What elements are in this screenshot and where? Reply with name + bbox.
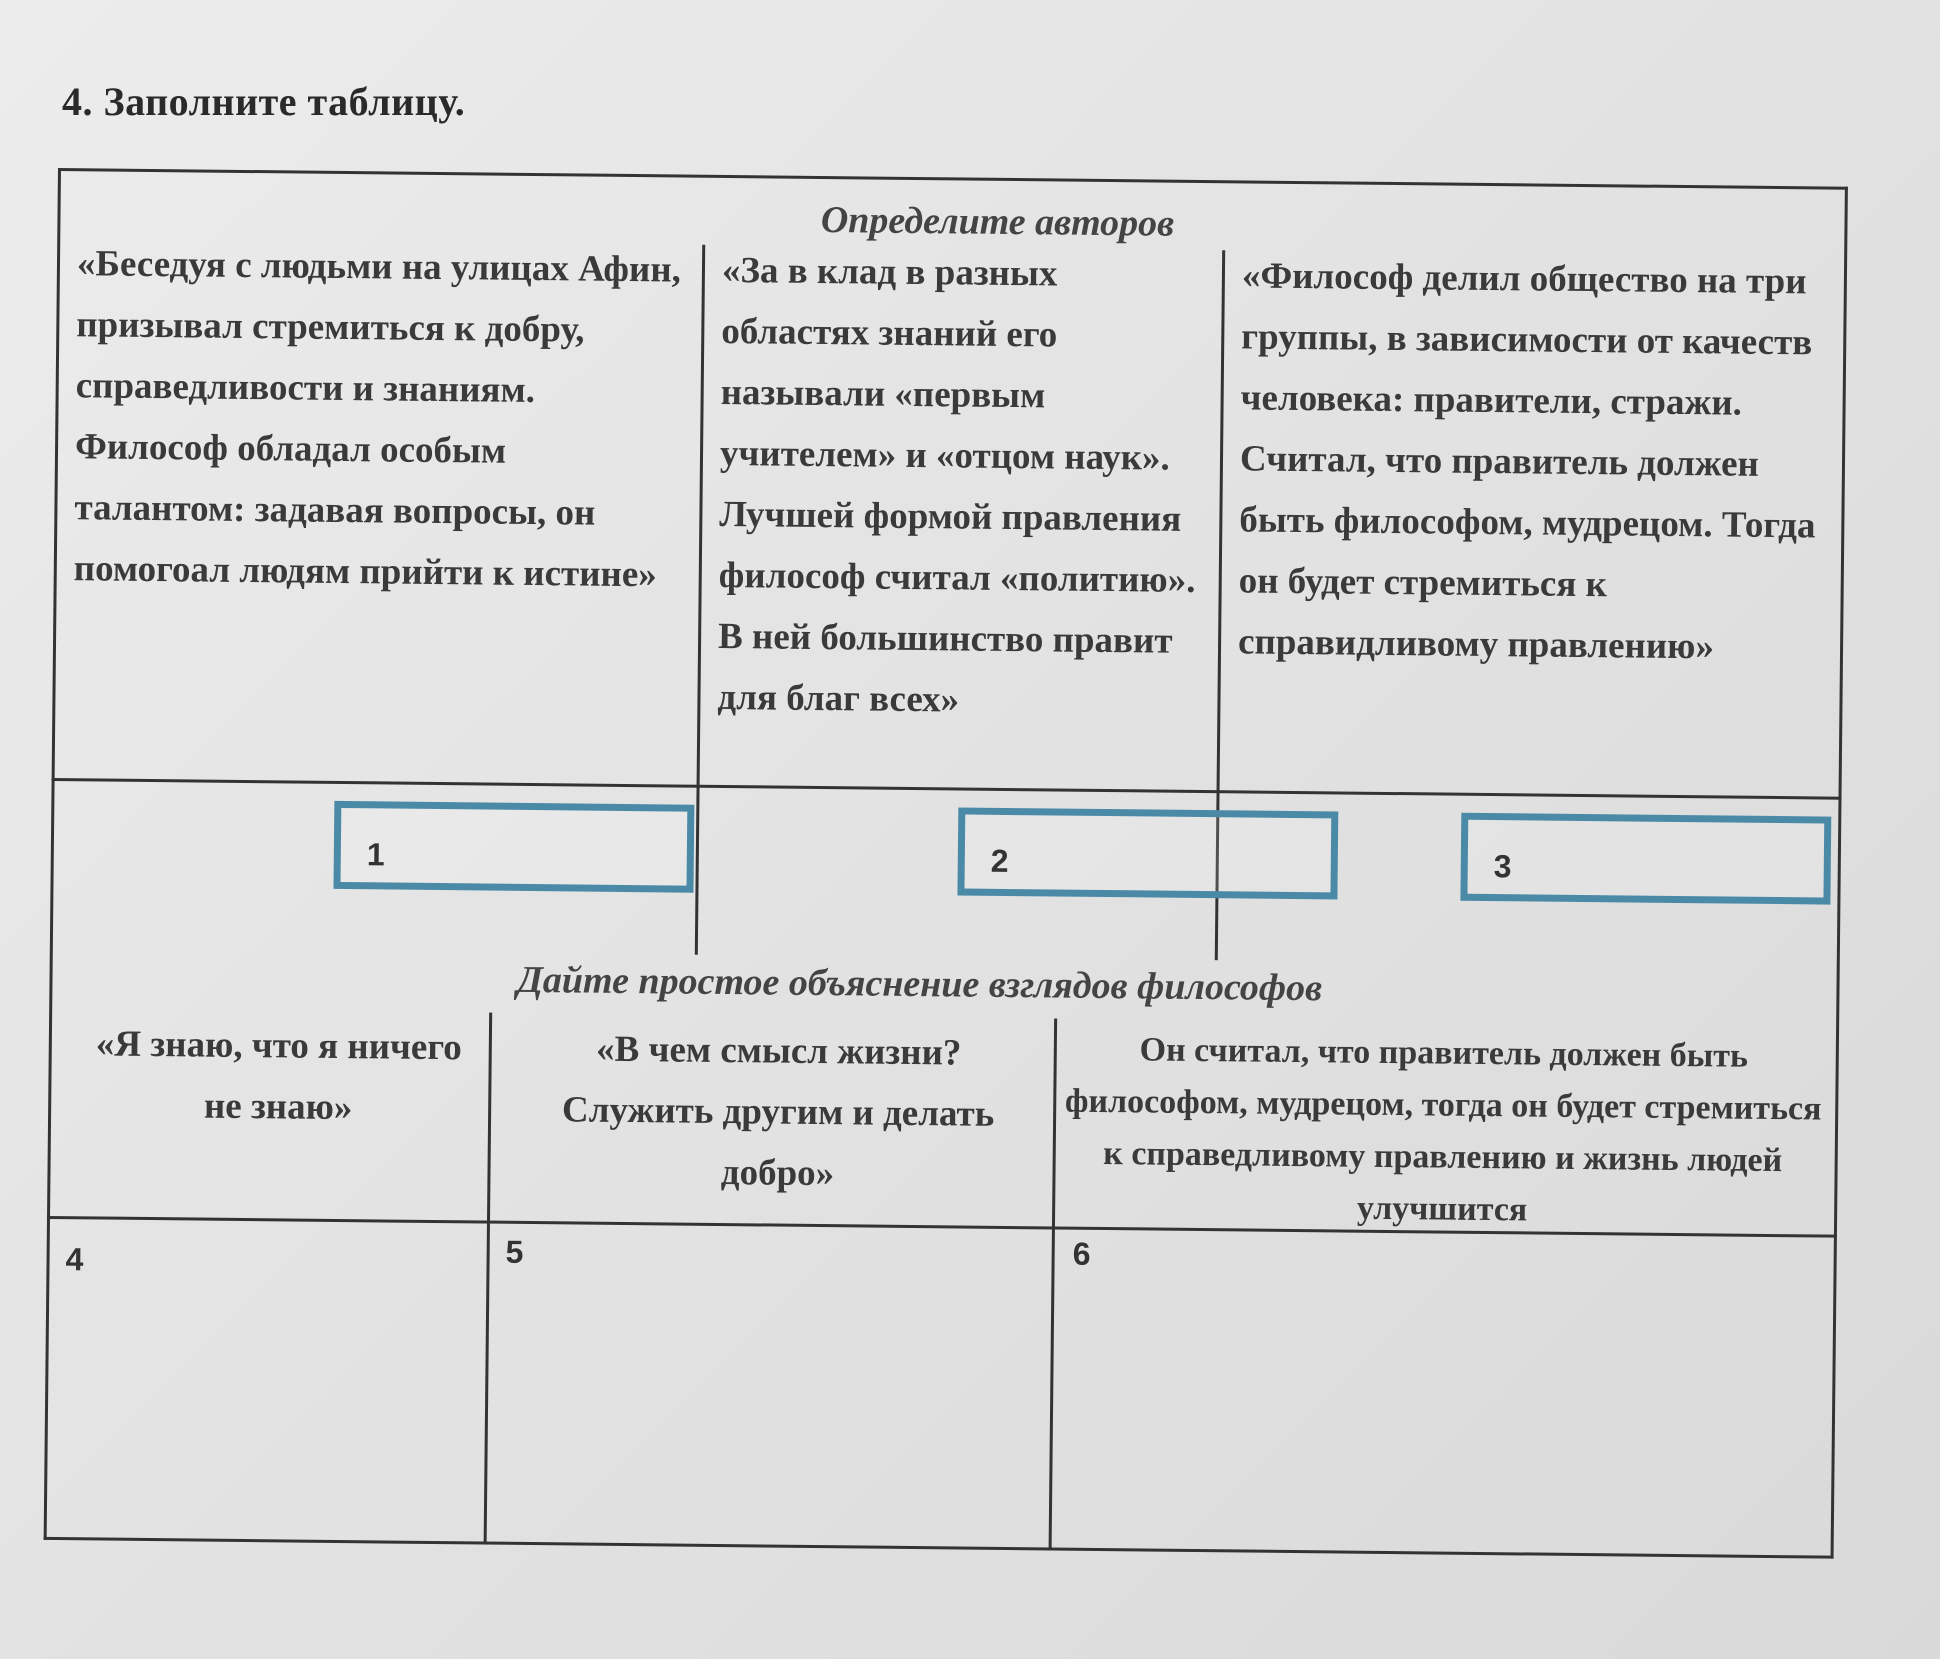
section-title-explain: Дайте простое объяснение взглядов философов bbox=[516, 958, 1323, 1010]
answer-cell-6[interactable] bbox=[1052, 1229, 1834, 1555]
explain-quote-2: «В чем смысл жизни? Служить другим и делать добро» bbox=[561, 1028, 995, 1195]
answer-cell-4[interactable] bbox=[47, 1219, 487, 1542]
answer-box-2[interactable] bbox=[957, 807, 1338, 899]
answer-box-1[interactable] bbox=[333, 801, 694, 893]
col-divider-1 bbox=[695, 245, 705, 955]
answer-cell-5[interactable] bbox=[487, 1224, 1052, 1548]
answer-cell-number: 4 bbox=[65, 1241, 84, 1278]
worksheet-table bbox=[44, 168, 1848, 1559]
answer-cell-number: 5 bbox=[505, 1233, 524, 1270]
author-quote-1: «Беседуя с людьми на улицах Афин, призывал стремиться к добру, справедливости и знаниям. Философ обладал особым талантом: задавая вопросы, он помогоал людям прийти к истине» bbox=[73, 243, 682, 596]
answer-box-number: 2 bbox=[990, 842, 1009, 879]
answer-cell-number: 6 bbox=[1072, 1235, 1091, 1272]
explain-quote-3: Он считал, что правитель должен быть философом, мудрецом, тогда он будет стремиться к справедливому правлению и жизнь людей улучшится bbox=[1064, 1031, 1822, 1229]
answer-box-number: 1 bbox=[366, 836, 385, 873]
task-heading: 4. Заполните таблицу. bbox=[62, 79, 466, 124]
table-border-top bbox=[58, 168, 1848, 190]
author-quote-2: «За в клад в разных областях знаний его называли «первым учителем» и «отцом наук». Лучшей формой правления философ считал «политию». В ней большинство правит для благ всех» bbox=[717, 249, 1196, 721]
row-divider-1 bbox=[52, 778, 1842, 800]
explain-quote-1: «Я знаю, что я ничего не знаю» bbox=[95, 1023, 462, 1129]
table-border-right bbox=[1831, 187, 1848, 1559]
author-quote-3: «Философ делил общество на три группы, в зависимости от качеств человека: правители, стражи. Считал, что правитель должен быть философом, мудрецом. Тогда он будет стремиться к справидливому правлению» bbox=[1237, 255, 1816, 668]
answer-box-number: 3 bbox=[1493, 848, 1512, 885]
answer-box-3[interactable] bbox=[1460, 813, 1831, 905]
section-title-authors: Определите авторов bbox=[820, 198, 1175, 245]
